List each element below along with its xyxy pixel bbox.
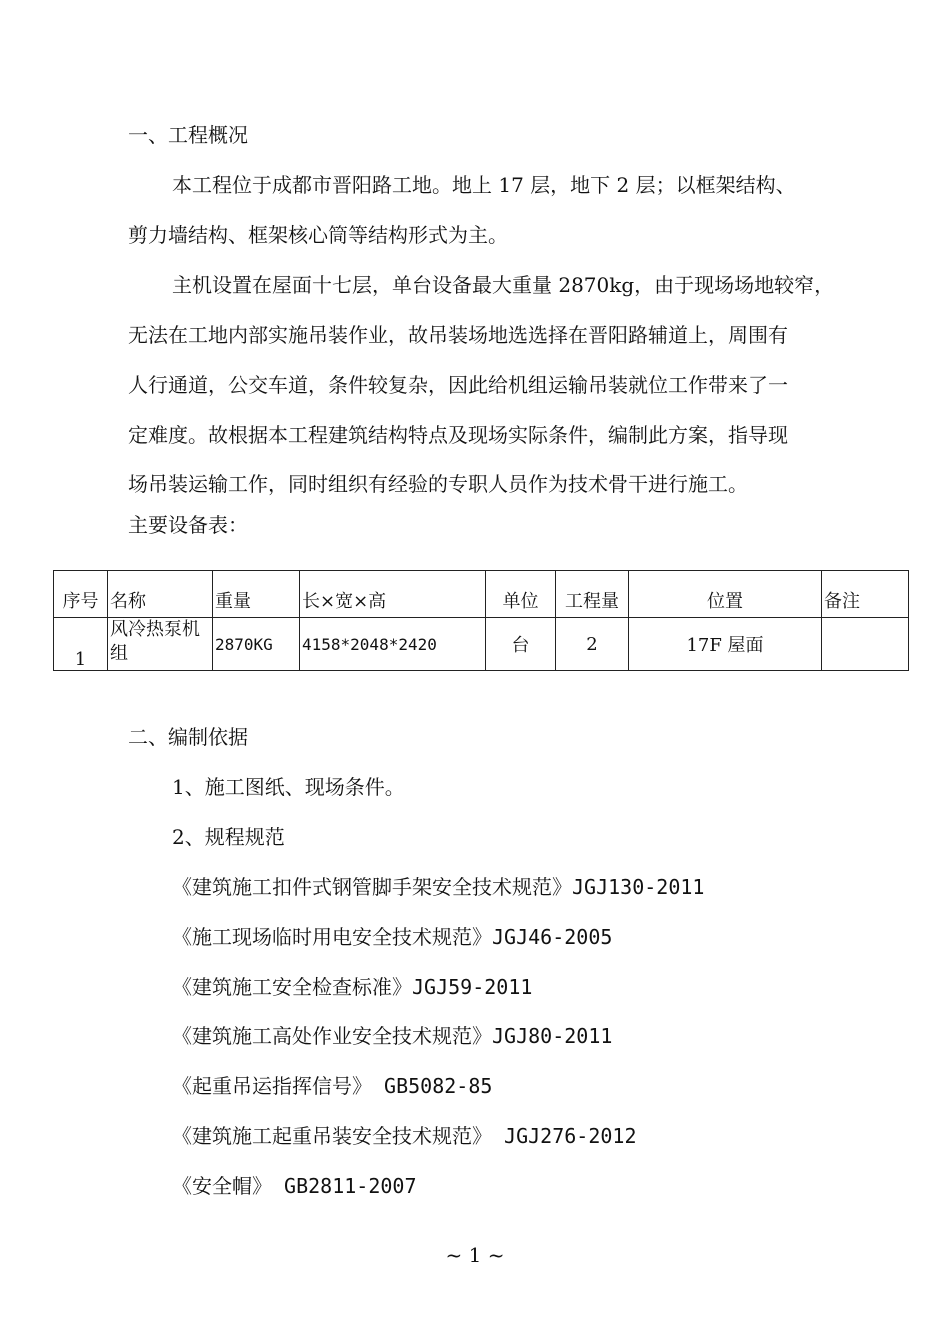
standard-item: 《建筑施工高处作业安全技术规范》JGJ80-2011 <box>172 1024 613 1048</box>
section-1-title: 一、工程概况 <box>128 123 248 147</box>
paragraph-line: 人行通道，公交车道，条件较复杂，因此给机组运输吊装就位工作带来了一 <box>128 373 788 397</box>
basis-item-2: 2、规程规范 <box>172 825 285 849</box>
header-quantity: 工程量 <box>556 571 629 618</box>
cell-location: 17F 屋面 <box>629 618 822 671</box>
cell-dimensions: 4158*2048*2420 <box>300 618 486 671</box>
paragraph-line: 剪力墙结构、框架核心筒等结构形式为主。 <box>128 223 508 247</box>
section-2-title: 二、编制依据 <box>128 725 248 749</box>
basis-item-1: 1、施工图纸、现场条件。 <box>172 775 405 799</box>
table-header-row <box>54 571 909 618</box>
standard-item: 《建筑施工安全检查标准》JGJ59-2011 <box>172 975 533 999</box>
standard-item: 《建筑施工起重吊装安全技术规范》 JGJ276-2012 <box>172 1124 637 1148</box>
header-name: 名称 <box>108 571 213 618</box>
header-remark: 备注 <box>822 571 909 618</box>
paragraph-line: 本工程位于成都市晋阳路工地。地上 17 层，地下 2 层；以框架结构、 <box>172 173 796 197</box>
paragraph-line: 定难度。故根据本工程建筑结构特点及现场实际条件，编制此方案，指导现 <box>128 423 788 447</box>
paragraph-line: 场吊装运输工作，同时组织有经验的专职人员作为技术骨干进行施工。 <box>128 472 748 496</box>
cell-name: 风冷热泵机组 <box>108 618 213 671</box>
paragraph-line: 无法在工地内部实施吊装作业，故吊装场地选选择在晋阳路辅道上，周围有 <box>128 323 788 347</box>
cell-quantity: 2 <box>556 618 629 671</box>
table-caption: 主要设备表： <box>128 513 248 537</box>
standard-item: 《起重吊运指挥信号》 GB5082-85 <box>172 1074 493 1098</box>
header-dimensions: 长×宽×高 <box>300 571 486 618</box>
header-seq: 序号 <box>54 571 108 618</box>
header-unit: 单位 <box>486 571 556 618</box>
cell-weight: 2870KG <box>213 618 300 671</box>
table-row <box>54 618 909 671</box>
cell-remark <box>822 618 909 671</box>
standard-item: 《施工现场临时用电安全技术规范》JGJ46-2005 <box>172 925 613 949</box>
cell-seq: 1 <box>54 618 108 671</box>
equipment-table <box>53 570 909 671</box>
header-weight: 重量 <box>213 571 300 618</box>
standard-item: 《安全帽》 GB2811-2007 <box>172 1174 417 1198</box>
page-number: ~ 1 ~ <box>445 1243 505 1267</box>
paragraph-line: 主机设置在屋面十七层，单台设备最大重量 2870kg，由于现场场地较窄， <box>172 273 835 297</box>
cell-unit: 台 <box>486 618 556 671</box>
standard-item: 《建筑施工扣件式钢管脚手架安全技术规范》JGJ130-2011 <box>172 875 705 899</box>
header-location: 位置 <box>629 571 822 618</box>
